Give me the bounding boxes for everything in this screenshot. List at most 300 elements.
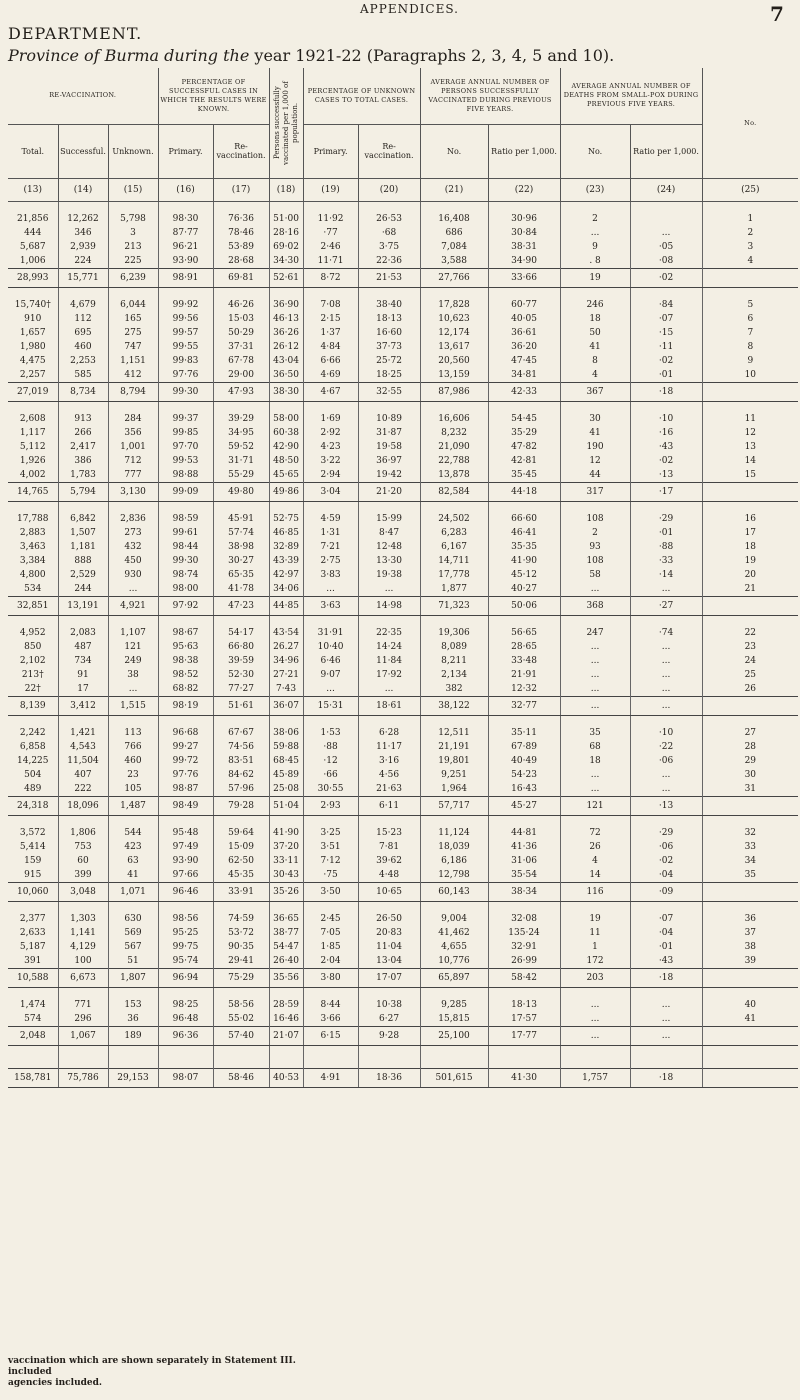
cell-avg-ratio: 21·91 [488, 668, 560, 682]
cell-avg-number: 3,588 [420, 254, 488, 269]
cell-deaths-number: ... [560, 697, 630, 716]
cell-pct-primary: 97·49 [158, 840, 213, 854]
cell-pct-primary: 99·30 [158, 554, 213, 568]
table-row [8, 326, 798, 340]
spacer-row [8, 1056, 798, 1069]
cell-unknown-primary: 4·91 [303, 1069, 358, 1088]
cell-unknown-revaccination: 12·48 [358, 540, 420, 554]
cell-unknown-primary: 4·59 [303, 512, 358, 526]
cell-unknown-primary: 3·25 [303, 826, 358, 840]
cell-per-1000: 30·43 [269, 868, 303, 883]
cell-unknown-primary: 8·44 [303, 998, 358, 1012]
grand-total-row [8, 1069, 798, 1088]
spacer-cell [8, 1056, 58, 1069]
spacer-cell [303, 902, 358, 913]
spacer-cell [560, 988, 630, 999]
cell-successful: 2,417 [58, 440, 108, 454]
cell-unknown: 8,794 [108, 383, 158, 402]
table-row [8, 298, 798, 312]
cell-unknown-revaccination: 3·75 [358, 240, 420, 254]
cell-unknown: 105 [108, 782, 158, 797]
cell-unknown: 153 [108, 998, 158, 1012]
cell-pct-primary: 96·68 [158, 726, 213, 740]
cell-total: 6,858 [8, 740, 58, 754]
cell-per-1000: 34·06 [269, 582, 303, 597]
table-row [8, 1012, 798, 1027]
spacer-cell [303, 402, 358, 413]
cell-deaths-ratio: ·07 [630, 912, 702, 926]
cell-per-1000: 40·53 [269, 1069, 303, 1088]
cell-total: 2,242 [8, 726, 58, 740]
cell-avg-ratio: 31·06 [488, 854, 560, 868]
cell-avg-number: 1,877 [420, 582, 488, 597]
cell-total: 213† [8, 668, 58, 682]
cell-deaths-number: 108 [560, 512, 630, 526]
cell-deaths-ratio: ·18 [630, 969, 702, 988]
cell-pct-revaccination: 75·29 [213, 969, 269, 988]
spacer-cell [269, 202, 303, 213]
spacer-cell [269, 902, 303, 913]
cell-deaths-ratio: ·14 [630, 568, 702, 582]
cell-unknown: 6,239 [108, 269, 158, 288]
cell-unknown: 6,044 [108, 298, 158, 312]
spacer-cell [303, 616, 358, 627]
spacer-cell [560, 616, 630, 627]
subheader-total: Total. [8, 124, 58, 178]
spacer-cell [213, 816, 269, 827]
cell-row-no: 8 [747, 342, 754, 352]
cell-total: 1,926 [8, 454, 58, 468]
cell-unknown-primary: ·12 [303, 754, 358, 768]
cell-avg-ratio: 35·29 [488, 426, 560, 440]
cell-unknown: 38 [108, 668, 158, 682]
spacer-cell [488, 988, 560, 999]
cell-unknown: 544 [108, 826, 158, 840]
cell-row-no: 19 [744, 556, 757, 566]
cell-avg-number: 24,502 [420, 512, 488, 526]
cell-pct-revaccination: 69·81 [213, 269, 269, 288]
cell-total: 22† [8, 682, 58, 697]
spacer-cell [560, 1046, 630, 1057]
spacer-cell [303, 1046, 358, 1057]
cell-pct-primary: 98·74 [158, 568, 213, 582]
colnum-19: (19) [303, 179, 358, 202]
cell-unknown: 930 [108, 568, 158, 582]
cell-avg-number: 38,122 [420, 697, 488, 716]
subheader-average-no: No. [420, 124, 488, 178]
table-row [8, 312, 798, 326]
cell-total: 5,187 [8, 940, 58, 954]
cell-successful: 386 [58, 454, 108, 468]
cell-successful: 4,679 [58, 298, 108, 312]
cell-pct-primary: 98·49 [158, 797, 213, 816]
cell-unknown-primary: 4·69 [303, 368, 358, 383]
table-row [8, 682, 798, 697]
cell-per-1000: 41·90 [269, 826, 303, 840]
cell-row-no: 36 [744, 914, 757, 924]
page-number: 7 [770, 2, 784, 26]
cell-total: 4,800 [8, 568, 58, 582]
cell-unknown-primary: 3·80 [303, 969, 358, 988]
cell-pct-primary: 99·61 [158, 526, 213, 540]
table-row [8, 854, 798, 868]
table-row [8, 754, 798, 768]
cell-unknown: 4,921 [108, 597, 158, 616]
cell-unknown-primary: 11·92 [303, 212, 358, 226]
subheader-unknown-revaccination: Re-vaccination. [358, 124, 420, 178]
cell-pct-primary: 96·36 [158, 1027, 213, 1046]
spacer-cell [8, 902, 58, 913]
cell-total: 10,588 [8, 969, 58, 988]
cell-unknown-revaccination: 13·30 [358, 554, 420, 568]
cell-deaths-ratio: ... [630, 640, 702, 654]
cell-row-no: 24 [744, 656, 757, 666]
cell-deaths-number: 2 [560, 212, 630, 226]
cell-successful: 753 [58, 840, 108, 854]
cell-unknown: 36 [108, 1012, 158, 1027]
spacer-cell [420, 616, 488, 627]
cell-avg-number: 65,897 [420, 969, 488, 988]
cell-per-1000: 26.27 [269, 640, 303, 654]
cell-total: 4,002 [8, 468, 58, 483]
cell-pct-primary: 99·85 [158, 426, 213, 440]
cell-pct-revaccination: 47·93 [213, 383, 269, 402]
spacer-cell [420, 288, 488, 299]
cell-total: 159 [8, 854, 58, 868]
table-row [8, 654, 798, 668]
cell-pct-primary: 98·56 [158, 912, 213, 926]
cell-avg-number: 13,159 [420, 368, 488, 383]
cell-pct-primary: 98·30 [158, 212, 213, 226]
subtotal-row [8, 269, 798, 288]
cell-total: 14,225 [8, 754, 58, 768]
cell-successful: 17 [58, 682, 108, 697]
department-heading: DEPARTMENT. [8, 24, 143, 43]
cell-successful: 12,262 [58, 212, 108, 226]
spacer-cell [213, 502, 269, 513]
spacer-cell [702, 202, 798, 213]
cell-pct-primary: 95·48 [158, 826, 213, 840]
spacer-cell [58, 1046, 108, 1057]
spacer-cell [488, 1046, 560, 1057]
cell-unknown-revaccination: ... [358, 682, 420, 697]
spacer-row [8, 616, 798, 627]
cell-deaths-ratio: ·08 [630, 254, 702, 269]
cell-per-1000: 7·43 [269, 682, 303, 697]
cell-per-1000: 44·85 [269, 597, 303, 616]
cell-successful: 4,543 [58, 740, 108, 754]
spacer-cell [8, 816, 58, 827]
spacer-cell [108, 288, 158, 299]
subtotal-row [8, 597, 798, 616]
cell-avg-ratio: 35·11 [488, 726, 560, 740]
spacer-cell [358, 1056, 420, 1069]
cell-pct-primary: 99·37 [158, 412, 213, 426]
cell-pct-primary: 98·87 [158, 782, 213, 797]
no-group-header: No. [702, 68, 798, 179]
spacer-cell [358, 402, 420, 413]
cell-avg-ratio: 18·13 [488, 998, 560, 1012]
cell-avg-ratio: 33·66 [488, 269, 560, 288]
colnum-23: (23) [560, 179, 630, 202]
cell-unknown-revaccination: ·68 [358, 226, 420, 240]
cell-per-1000: 46·85 [269, 526, 303, 540]
cell-total: 2,048 [8, 1027, 58, 1046]
cell-deaths-ratio: ·18 [630, 1069, 702, 1088]
cell-successful: 296 [58, 1012, 108, 1027]
cell-successful: 6,842 [58, 512, 108, 526]
cell-unknown-primary: 7·21 [303, 540, 358, 554]
table-row [8, 340, 798, 354]
cell-per-1000: 34·96 [269, 654, 303, 668]
spacer-cell [420, 902, 488, 913]
cell-avg-ratio: 32·08 [488, 912, 560, 926]
cell-avg-ratio: 38·31 [488, 240, 560, 254]
cell-avg-ratio: 17·77 [488, 1027, 560, 1046]
cell-pct-primary: 99·27 [158, 740, 213, 754]
cell-row-no: 41 [744, 1014, 757, 1024]
spacer-cell [8, 202, 58, 213]
cell-avg-ratio: 32·77 [488, 697, 560, 716]
subtotal-row [8, 969, 798, 988]
cell-pct-revaccination: 65·35 [213, 568, 269, 582]
spacer-cell [108, 616, 158, 627]
spacer-cell [630, 202, 702, 213]
cell-pct-revaccination: 55·02 [213, 1012, 269, 1027]
cell-unknown-primary: 4·84 [303, 340, 358, 354]
spacer-cell [488, 816, 560, 827]
cell-deaths-ratio: ·17 [630, 483, 702, 502]
cell-pct-primary: 98·52 [158, 668, 213, 682]
cell-per-1000: 37·20 [269, 840, 303, 854]
footnote-agencies: agencies included. [8, 1378, 103, 1388]
cell-deaths-number: 368 [560, 597, 630, 616]
cell-successful: 60 [58, 854, 108, 868]
cell-row-no: 14 [744, 456, 757, 466]
spacer-cell [213, 402, 269, 413]
spacer-row [8, 902, 798, 913]
cell-pct-revaccination: 49·80 [213, 483, 269, 502]
cell-deaths-ratio: ·74 [630, 626, 702, 640]
cell-deaths-number: 41 [560, 340, 630, 354]
spacer-cell [358, 202, 420, 213]
cell-per-1000: 46·13 [269, 312, 303, 326]
spacer-cell [303, 1056, 358, 1069]
cell-pct-revaccination: 55·29 [213, 468, 269, 483]
table-row [8, 868, 798, 883]
cell-per-1000: 32·89 [269, 540, 303, 554]
cell-row-no: 3 [747, 242, 754, 252]
cell-pct-revaccination: 76·36 [213, 212, 269, 226]
cell-unknown-revaccination: 10·89 [358, 412, 420, 426]
spacer-cell [158, 402, 213, 413]
cell-successful: 1,141 [58, 926, 108, 940]
cell-total: 2,257 [8, 368, 58, 383]
colnum-14: (14) [58, 179, 108, 202]
cell-total: 504 [8, 768, 58, 782]
cell-unknown-primary: 1·53 [303, 726, 358, 740]
cell-pct-primary: 95·74 [158, 954, 213, 969]
cell-row-no: 30 [744, 770, 757, 780]
spacer-cell [213, 988, 269, 999]
cell-successful: 771 [58, 998, 108, 1012]
colnum-20: (20) [358, 179, 420, 202]
cell-avg-number: 87,986 [420, 383, 488, 402]
cell-deaths-number: ... [560, 226, 630, 240]
cell-unknown-primary: 6·66 [303, 354, 358, 368]
spacer-cell [58, 402, 108, 413]
spacer-cell [630, 502, 702, 513]
cell-unknown-revaccination: 25·72 [358, 354, 420, 368]
cell-successful: 6,673 [58, 969, 108, 988]
table-row [8, 212, 798, 226]
cell-unknown-primary: 15·31 [303, 697, 358, 716]
cell-unknown: 569 [108, 926, 158, 940]
cell-total: 10,060 [8, 883, 58, 902]
cell-unknown: 1,107 [108, 626, 158, 640]
cell-deaths-ratio: ·33 [630, 554, 702, 568]
average-deaths-group-header: AVERAGE ANNUAL NUMBER OF DEATHS FROM SMALL-POX DURING PREVIOUS FIVE YEARS. [560, 68, 702, 124]
cell-successful: 1,507 [58, 526, 108, 540]
spacer-cell [358, 902, 420, 913]
cell-deaths-ratio: ·43 [630, 440, 702, 454]
cell-row-no: 11 [744, 414, 757, 424]
cell-unknown: 41 [108, 868, 158, 883]
cell-unknown: 213 [108, 240, 158, 254]
cell-pct-revaccination: 29·41 [213, 954, 269, 969]
cell-unknown-revaccination: 14·98 [358, 597, 420, 616]
cell-avg-ratio: 36·61 [488, 326, 560, 340]
subtotal-row [8, 797, 798, 816]
cell-unknown: 747 [108, 340, 158, 354]
cell-pct-primary: 99·75 [158, 940, 213, 954]
cell-avg-number: 6,186 [420, 854, 488, 868]
cell-unknown-revaccination: ... [358, 582, 420, 597]
cell-deaths-number: ... [560, 998, 630, 1012]
cell-unknown-revaccination: 16·60 [358, 326, 420, 340]
cell-deaths-number: ... [560, 782, 630, 797]
cell-pct-primary: 97·92 [158, 597, 213, 616]
cell-unknown-primary: 2·15 [303, 312, 358, 326]
cell-pct-primary: 97·76 [158, 368, 213, 383]
cell-unknown: 460 [108, 754, 158, 768]
cell-successful: 1,181 [58, 540, 108, 554]
cell-total: 5,414 [8, 840, 58, 854]
cell-row-no: 7 [747, 328, 754, 338]
cell-avg-ratio: 32·91 [488, 940, 560, 954]
spacer-cell [158, 988, 213, 999]
spacer-cell [158, 816, 213, 827]
spacer-cell [420, 1056, 488, 1069]
cell-avg-number: 27,766 [420, 269, 488, 288]
cell-unknown-revaccination: 21·63 [358, 782, 420, 797]
cell-per-1000: 42·97 [269, 568, 303, 582]
cell-deaths-number: ... [560, 582, 630, 597]
cell-unknown-revaccination: 20·83 [358, 926, 420, 940]
cell-per-1000: 43·39 [269, 554, 303, 568]
cell-deaths-number: 93 [560, 540, 630, 554]
spacer-cell [488, 402, 560, 413]
cell-deaths-ratio: ·09 [630, 883, 702, 902]
cell-avg-ratio: 17·57 [488, 1012, 560, 1027]
spacer-cell [630, 616, 702, 627]
cell-per-1000: 60·38 [269, 426, 303, 440]
spacer-cell [303, 288, 358, 299]
cell-pct-revaccination: 74·56 [213, 740, 269, 754]
cell-successful: 585 [58, 368, 108, 383]
cell-unknown-revaccination: 8·47 [358, 526, 420, 540]
cell-pct-revaccination: 51·61 [213, 697, 269, 716]
cell-unknown-revaccination: 18·13 [358, 312, 420, 326]
spacer-cell [702, 1056, 798, 1069]
cell-avg-ratio: 34·90 [488, 254, 560, 269]
cell-unknown-revaccination: 18·36 [358, 1069, 420, 1088]
cell-deaths-number: ... [560, 682, 630, 697]
cell-successful: 1,806 [58, 826, 108, 840]
cell-unknown: 113 [108, 726, 158, 740]
cell-successful: 913 [58, 412, 108, 426]
spacer-cell [108, 716, 158, 727]
spacer-cell [630, 902, 702, 913]
cell-unknown-primary: ·77 [303, 226, 358, 240]
cell-successful: 100 [58, 954, 108, 969]
cell-unknown-revaccination: 10·38 [358, 998, 420, 1012]
cell-per-1000: 36·26 [269, 326, 303, 340]
cell-deaths-number: ... [560, 1027, 630, 1046]
cell-deaths-number: 18 [560, 312, 630, 326]
cell-successful: 112 [58, 312, 108, 326]
spacer-cell [420, 502, 488, 513]
spacer-cell [303, 716, 358, 727]
cell-row-no: 9 [747, 356, 754, 366]
cell-unknown: 284 [108, 412, 158, 426]
cell-unknown: 63 [108, 854, 158, 868]
cell-unknown-revaccination: 7·81 [358, 840, 420, 854]
cell-total: 3,572 [8, 826, 58, 840]
cell-total: 27,019 [8, 383, 58, 402]
cell-deaths-ratio: ·18 [630, 383, 702, 402]
cell-deaths-number: 8 [560, 354, 630, 368]
cell-avg-number: 13,878 [420, 468, 488, 483]
cell-unknown-primary: 1·31 [303, 526, 358, 540]
cell-avg-number: 57,717 [420, 797, 488, 816]
cell-deaths-ratio: ... [630, 998, 702, 1012]
spacer-cell [158, 716, 213, 727]
spacer-cell [630, 402, 702, 413]
cell-per-1000: 25·08 [269, 782, 303, 797]
cell-total: 1,980 [8, 340, 58, 354]
spacer-cell [560, 502, 630, 513]
table-row [8, 426, 798, 440]
cell-avg-number: 6,167 [420, 540, 488, 554]
cell-deaths-ratio: ·05 [630, 240, 702, 254]
table-row [8, 512, 798, 526]
cell-unknown: 3,130 [108, 483, 158, 502]
cell-unknown-revaccination: 22·35 [358, 626, 420, 640]
spacer-cell [213, 1056, 269, 1069]
revaccination-group-header: RE-VACCINATION. [8, 68, 158, 124]
spacer-row [8, 1046, 798, 1057]
cell-deaths-number: 14 [560, 868, 630, 883]
spacer-cell [108, 902, 158, 913]
cell-deaths-ratio: ·29 [630, 826, 702, 840]
cell-deaths-number: 58 [560, 568, 630, 582]
cell-deaths-number: 35 [560, 726, 630, 740]
colnum-13: (13) [8, 179, 58, 202]
cell-unknown-revaccination: 37·73 [358, 340, 420, 354]
cell-total: 4,475 [8, 354, 58, 368]
cell-unknown: 1,151 [108, 354, 158, 368]
